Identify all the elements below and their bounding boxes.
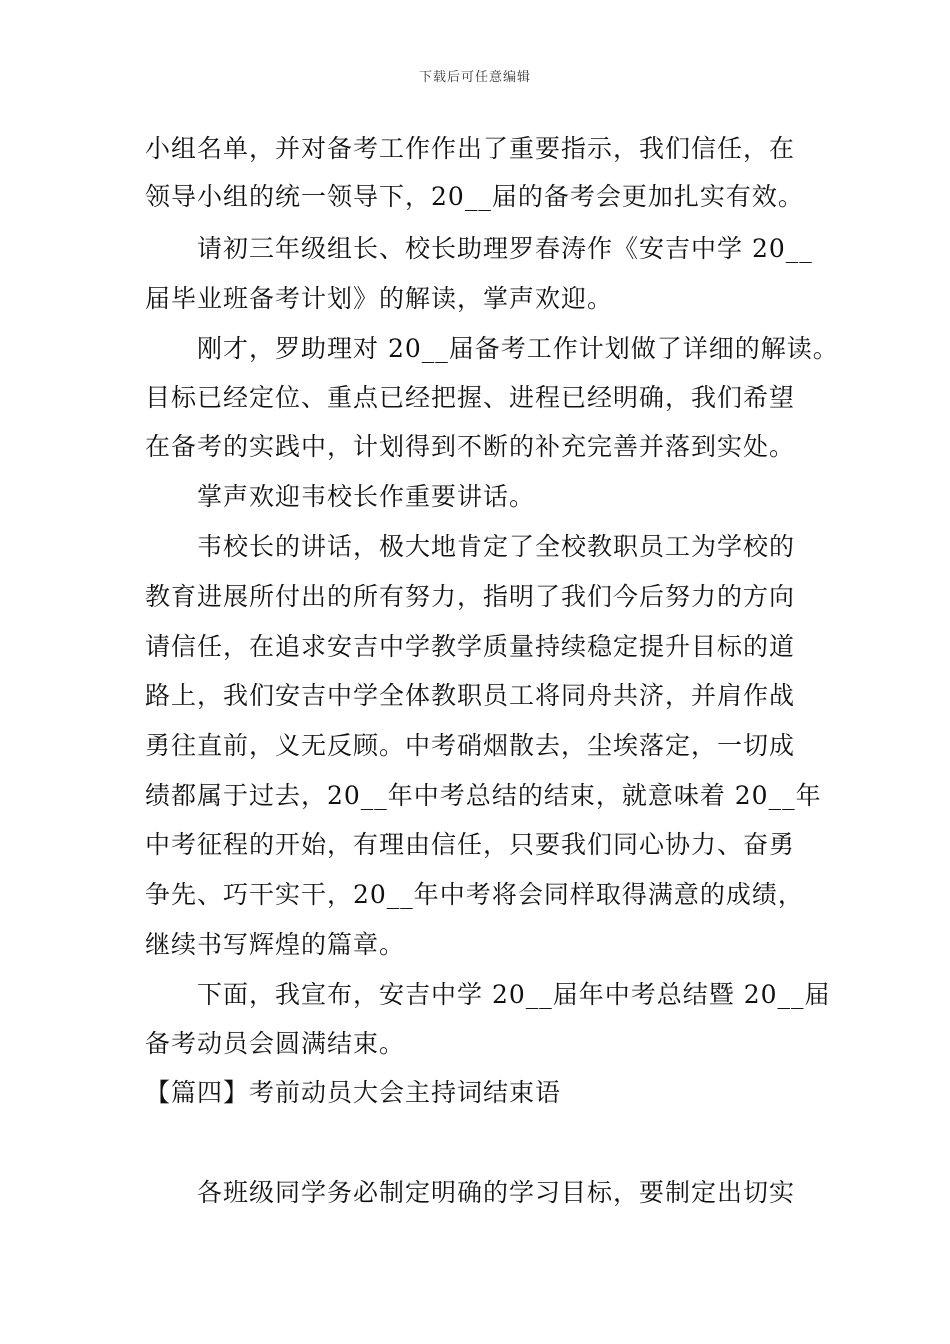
body-line: 请初三年级组长、校长助理罗春涛作《安吉中学 20__ xyxy=(145,234,813,263)
body-line: 领导小组的统一领导下，20__届的备考会更加扎实有效。 xyxy=(145,182,804,211)
body-line: 下面，我宣布，安吉中学 20__届年中考总结暨 20__届 xyxy=(145,980,831,1009)
body-line: 掌声欢迎韦校长作重要讲话。 xyxy=(145,482,536,511)
body-line: 韦校长的讲话，极大地肯定了全校教职员工为学校的 xyxy=(145,532,796,561)
body-line: 请信任，在追求安吉中学教学质量持续稳定提升目标的道 xyxy=(145,632,796,661)
body-line: 各班级同学务必制定明确的学习目标，要制定出切实 xyxy=(145,1178,796,1207)
body-line: 在备考的实践中，计划得到不断的补充完善并落到实处。 xyxy=(145,432,796,461)
section-heading: 【篇四】考前动员大会主持词结束语 xyxy=(145,1078,562,1107)
body-line: 绩都属于过去，20__年中考总结的结束，就意味着 20__年 xyxy=(145,781,822,810)
body-line: 教育进展所付出的所有努力，指明了我们今后努力的方向 xyxy=(145,582,796,611)
body-line: 继续书写辉煌的篇章。 xyxy=(145,930,406,959)
body-line: 届毕业班备考计划》的解读，掌声欢迎。 xyxy=(145,284,614,313)
body-line: 刚才，罗助理对 20__届备考工作计划做了详细的解读。 xyxy=(145,334,839,363)
body-line: 路上，我们安吉中学全体教职员工将同舟共济，并肩作战 xyxy=(145,681,796,710)
body-line: 争先、巧干实干，20__年中考将会同样取得满意的成绩， xyxy=(145,880,804,909)
body-line: 目标已经定位、重点已经把握、进程已经明确，我们希望 xyxy=(145,383,796,412)
body-line: 小组名单，并对备考工作作出了重要指示，我们信任，在 xyxy=(145,134,796,163)
body-line: 中考征程的开始，有理由信任，只要我们同心协力、奋勇 xyxy=(145,830,796,859)
body-line: 备考动员会圆满结束。 xyxy=(145,1029,406,1058)
body-line: 勇往直前，义无反顾。中考硝烟散去，尘埃落定，一切成 xyxy=(145,731,796,760)
header-note: 下载后可任意编辑 xyxy=(418,70,531,85)
